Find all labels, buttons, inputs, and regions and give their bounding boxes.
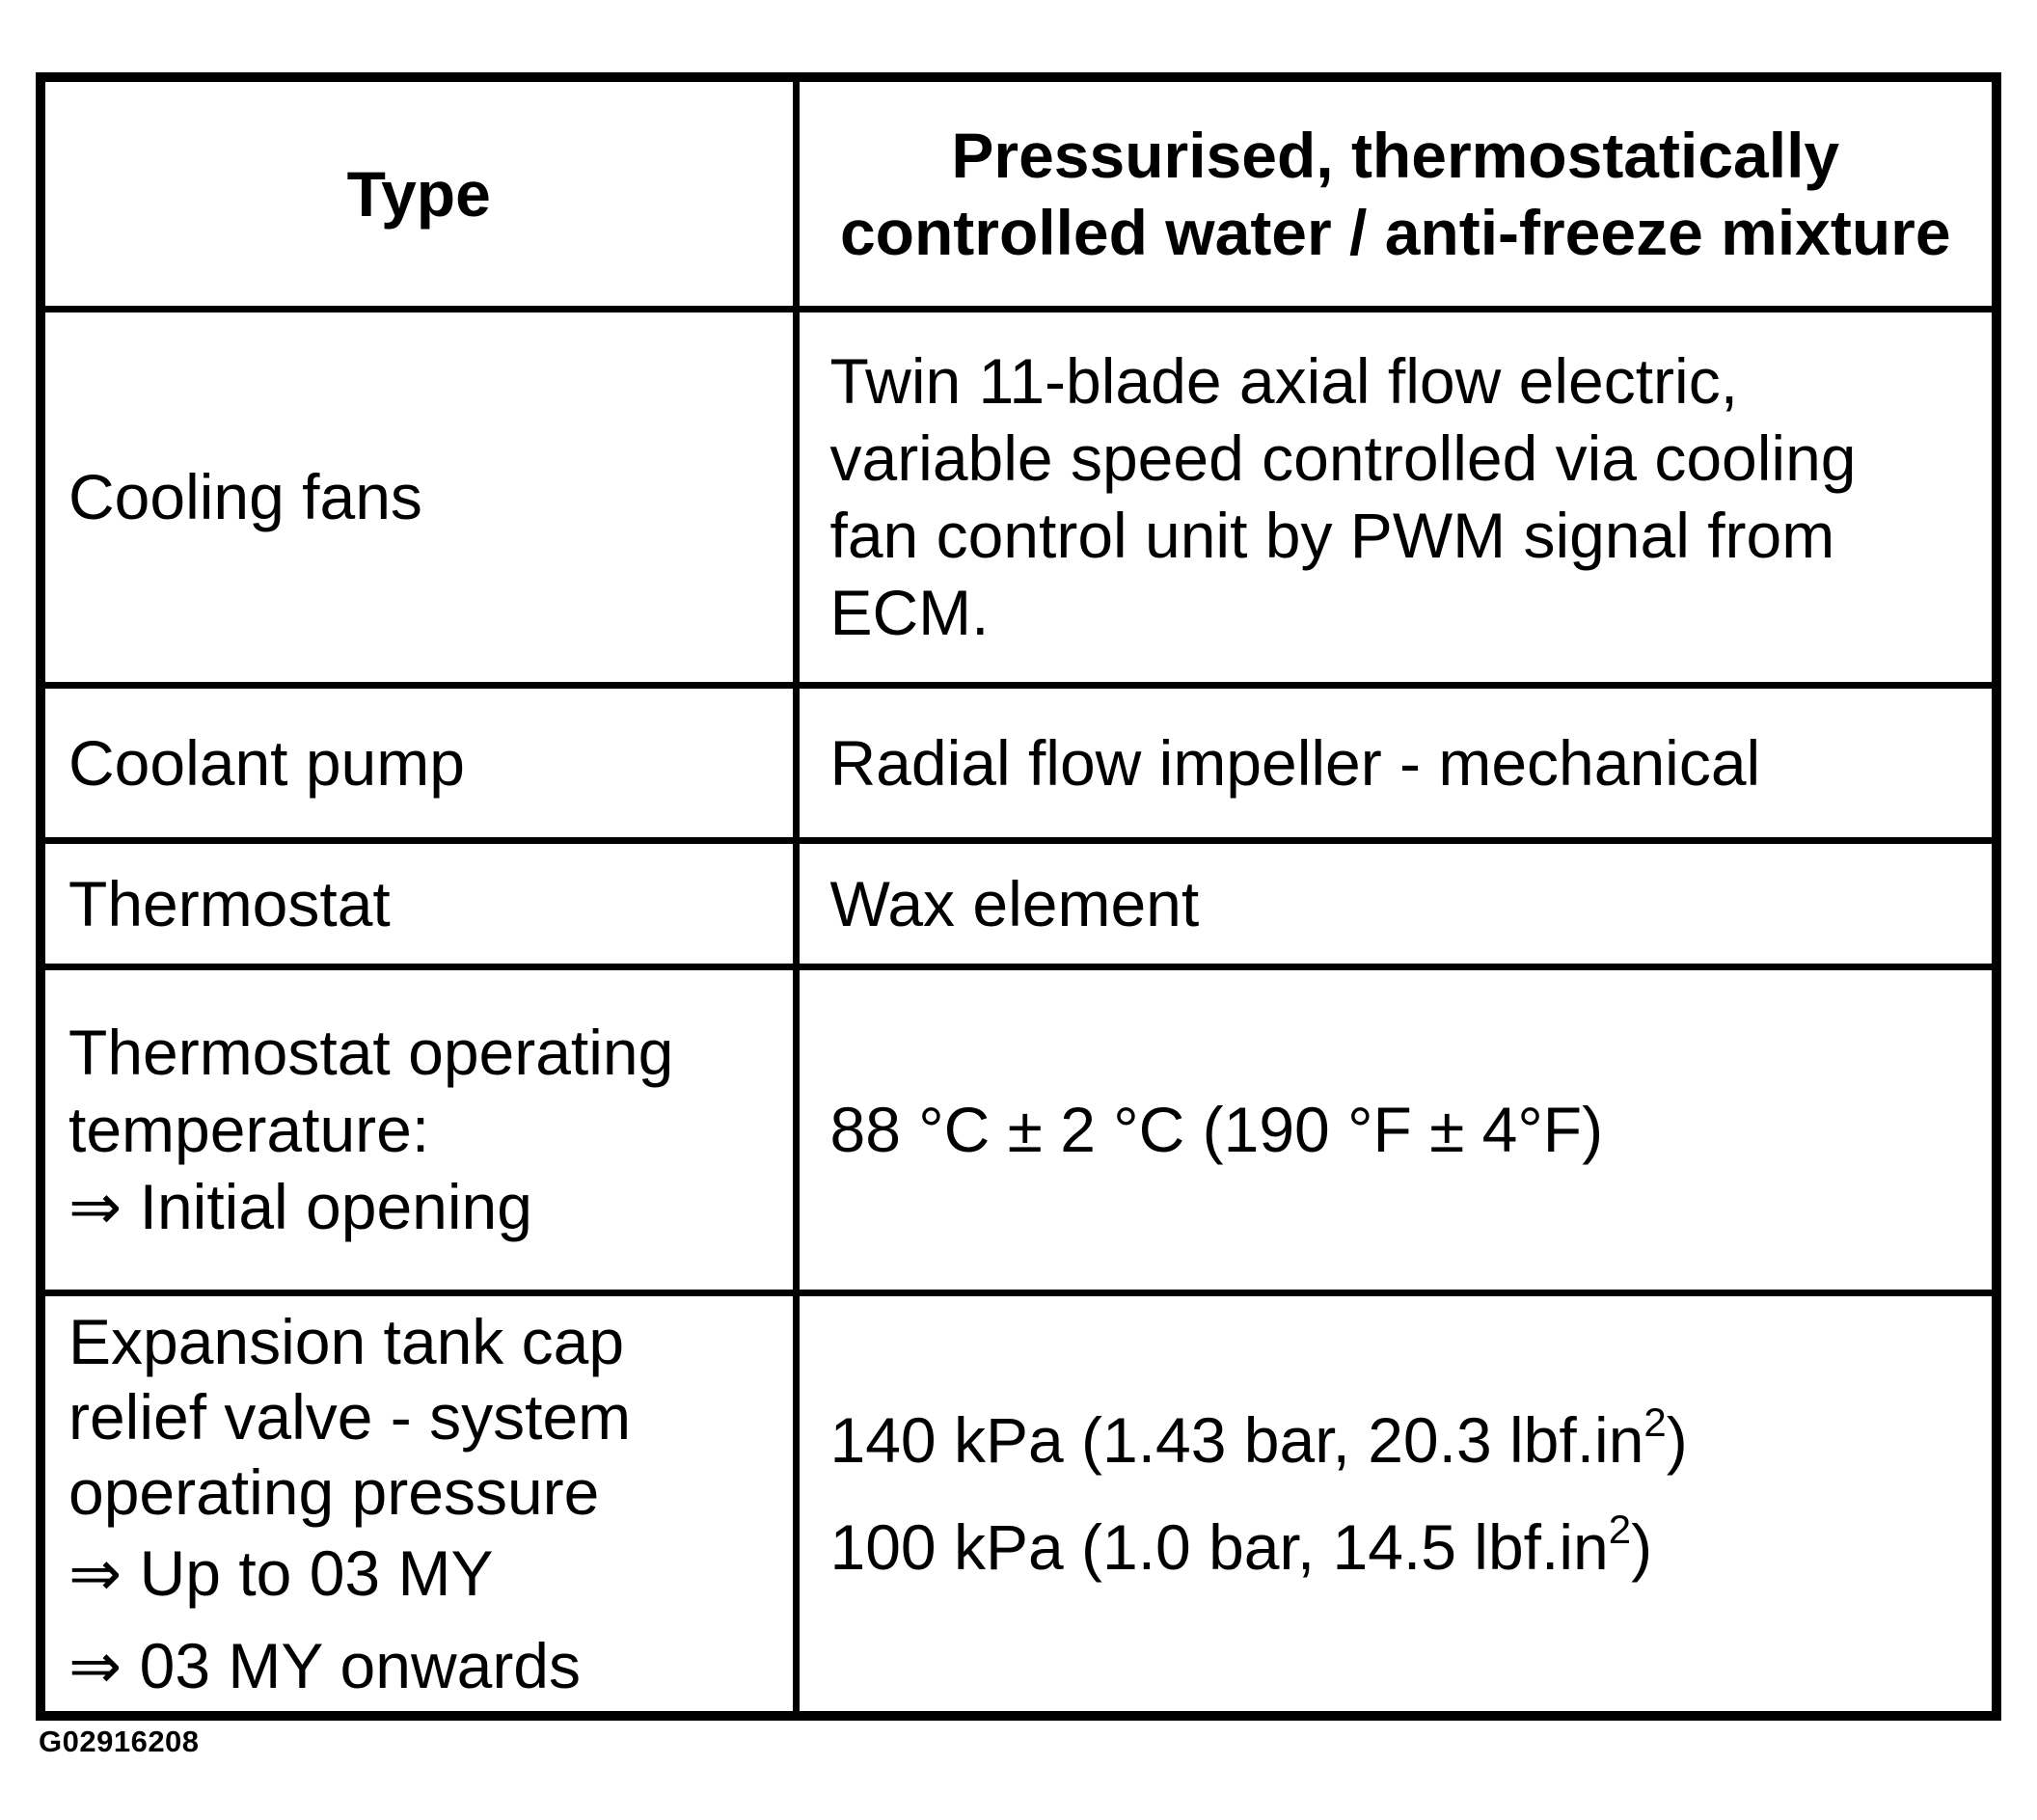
value-cell-thermostat (796, 840, 1996, 966)
value-line: Radial flow impeller - mechanical (829, 726, 1761, 799)
value-line: Twin 11-blade axial flow electric, (829, 345, 1739, 417)
row-thermostat-operating-temperature (41, 966, 1996, 1292)
header-cell-type (41, 77, 796, 309)
superscript: 2 (1643, 1399, 1667, 1446)
value-line (830, 1508, 1979, 1594)
label-line: operating pressure (68, 1455, 600, 1528)
label-line: Coolant pump (68, 726, 465, 799)
header-line: Type (346, 157, 491, 230)
value-line (830, 1401, 1979, 1487)
label-cell-thermostat (41, 840, 796, 966)
value-line: fan control unit by PWM signal from (829, 500, 1835, 571)
superscript: 2 (1608, 1507, 1632, 1553)
value-line: ECM. (829, 577, 990, 648)
row-expansion-tank-cap (41, 1292, 1996, 1716)
pressure-value-text: 100 kPa (1.0 bar, 14.5 lbf.in (829, 1510, 1609, 1583)
pressure-value-text: ) (1666, 1403, 1688, 1476)
label-cell-coolant-pump (41, 685, 796, 840)
label-line: relief valve - system (68, 1380, 632, 1453)
figure-code: G02916208 (39, 1725, 200, 1758)
value-cell-coolant-pump (796, 685, 1996, 840)
label-cell-cooling-fans (41, 309, 796, 685)
value-line: 88 °C ± 2 °C (190 °F ± 4°F) (829, 1094, 1604, 1165)
row-cooling-fans (41, 309, 1996, 685)
label-line: ⇒ Initial opening (68, 1171, 532, 1242)
value-line: Wax element (829, 867, 1200, 939)
pressure-value-text: ) (1631, 1510, 1653, 1583)
pressure-value-text: 140 kPa (1.43 bar, 20.3 lbf.in (829, 1403, 1644, 1476)
header-row (41, 77, 1996, 309)
label-cell-expansion-tank-cap (41, 1292, 796, 1716)
cooling-system-spec-table (36, 72, 2001, 1721)
header-line: Pressurised, thermostatically (951, 119, 1840, 191)
row-coolant-pump (41, 685, 1996, 840)
label-line: Thermostat operating (68, 1017, 674, 1088)
label-cell-thermostat-operating-temperature (41, 966, 796, 1292)
row-thermostat (41, 840, 1996, 966)
label-line: ⇒ Up to 03 MY (68, 1536, 494, 1609)
label-line: Cooling fans (68, 461, 422, 532)
label-line: Expansion tank cap (68, 1305, 625, 1377)
header-cell-description (796, 77, 1996, 309)
value-line: variable speed controlled via cooling (829, 422, 1857, 494)
value-cell-cooling-fans (796, 309, 1996, 685)
header-line: controlled water / anti-freeze mixture (839, 196, 1951, 268)
value-cell-expansion-tank-cap (796, 1292, 1996, 1716)
label-line: temperature: (68, 1094, 430, 1165)
label-line: ⇒ 03 MY onwards (68, 1629, 581, 1701)
label-line: Thermostat (68, 867, 391, 939)
value-cell-thermostat-operating-temperature (796, 966, 1996, 1292)
